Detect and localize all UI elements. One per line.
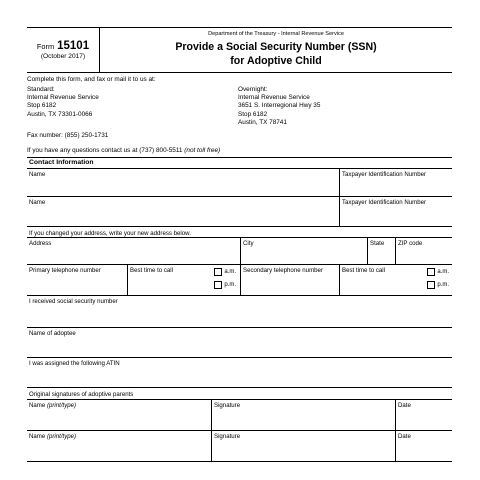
city-field[interactable] <box>240 238 367 264</box>
primary-phone-label: Primary telephone number <box>29 267 101 275</box>
form-identifier <box>27 28 100 72</box>
state-field[interactable] <box>367 238 395 264</box>
signature-field-1[interactable] <box>211 400 395 430</box>
form-revision-date: (October 2017) <box>40 53 86 61</box>
phone-row <box>27 265 452 296</box>
state-label: State <box>370 240 385 248</box>
address-label: Address <box>29 240 52 248</box>
secondary-am-checkbox[interactable] <box>427 268 435 276</box>
help-text: If you have any questions contact us at (737) 800-5511 <box>27 146 185 154</box>
date-label: Date <box>398 433 411 441</box>
name-label: Name <box>29 199 46 207</box>
form-number-line <box>37 39 89 53</box>
contact-heading: Contact Information <box>27 157 452 169</box>
name-row-1 <box>27 169 452 197</box>
secondary-pm-option <box>342 281 449 289</box>
form-word: Form <box>36 41 55 51</box>
am-label: a.m. <box>437 268 449 275</box>
standard-line: Internal Revenue Service <box>27 94 99 102</box>
overnight-line: 3651 S. Interregional Hwy 35 <box>238 102 321 110</box>
atin-field[interactable] <box>27 358 452 388</box>
address-note-text: If you changed your address, write your new address below. <box>29 230 191 238</box>
parent-name-field-2[interactable] <box>27 431 211 461</box>
parent-name-field-1[interactable] <box>27 400 211 430</box>
am-label: a.m. <box>224 268 236 275</box>
fax-number: Fax number: (855) 250-1731 <box>27 131 109 139</box>
signature-row-2 <box>27 431 452 462</box>
secondary-phone-label: Secondary telephone number <box>243 267 323 275</box>
overnight-line: Internal Revenue Service <box>238 94 310 102</box>
address-field[interactable] <box>27 238 240 264</box>
zip-field[interactable] <box>395 238 452 264</box>
form-title-line1: Provide a Social Security Number (SSN) <box>175 40 377 53</box>
help-note: (not toll free) <box>184 146 221 154</box>
overnight-address <box>238 86 320 127</box>
primary-best-time <box>127 265 240 295</box>
name-hint: (print/type) <box>46 402 77 410</box>
pm-label: p.m. <box>437 281 449 288</box>
name-field-2[interactable] <box>27 197 339 226</box>
primary-am-checkbox[interactable] <box>214 268 222 276</box>
form-title-line2: for Adoptive Child <box>230 54 322 67</box>
standard-line: Stop 6182 <box>27 102 57 110</box>
form-number: 15101 <box>57 39 90 52</box>
name-hint: (print/type) <box>46 433 77 441</box>
tin-label: Taxpayer Identification Number <box>342 199 426 207</box>
address-row <box>27 238 452 265</box>
best-time-label: Best time to call <box>342 267 386 275</box>
overnight-label: Overnight: <box>238 86 268 93</box>
form-page <box>27 27 452 462</box>
primary-pm-checkbox[interactable] <box>214 281 222 289</box>
best-time-label: Best time to call <box>130 267 174 275</box>
name-row-2 <box>27 197 452 227</box>
pm-label: p.m. <box>224 281 236 288</box>
signature-row-1 <box>27 400 452 431</box>
adoptee-name-field[interactable] <box>27 328 452 358</box>
tin-field-1[interactable] <box>339 169 452 196</box>
title-area <box>100 28 452 72</box>
address-change-note <box>27 227 452 238</box>
overnight-line: Austin, TX 78741 <box>238 118 287 126</box>
standard-address <box>27 86 238 127</box>
name-label: Name <box>29 402 47 410</box>
secondary-best-time <box>339 265 452 295</box>
mailing-intro: Complete this form, and fax or mail it to us at: <box>27 76 156 83</box>
primary-phone-field[interactable] <box>27 265 127 295</box>
date-label: Date <box>398 402 411 410</box>
signatures-heading-text: Original signatures of adoptive parents <box>29 391 134 399</box>
secondary-phone-field[interactable] <box>240 265 339 295</box>
department-line: Department of the Treasury - Internal Revenue Service <box>208 31 344 37</box>
signature-field-2[interactable] <box>211 431 395 461</box>
primary-pm-option <box>130 281 236 289</box>
adoptee-name-label: Name of adoptee <box>29 330 76 338</box>
name-field-1[interactable] <box>27 169 339 196</box>
standard-label: Standard: <box>27 86 55 93</box>
zip-label: ZIP code <box>398 240 423 248</box>
date-field-1[interactable] <box>395 400 452 430</box>
help-line <box>27 147 452 155</box>
form-header <box>27 27 452 73</box>
signatures-heading <box>27 388 452 400</box>
city-label: City <box>243 240 254 248</box>
atin-label: I was assigned the following ATIN <box>29 360 120 368</box>
standard-line: Austin, TX 73301-0066 <box>27 110 93 118</box>
overnight-line: Stop 6182 <box>238 110 268 118</box>
secondary-pm-checkbox[interactable] <box>427 281 435 289</box>
signature-label: Signature <box>214 402 241 410</box>
signature-label: Signature <box>214 433 241 441</box>
date-field-2[interactable] <box>395 431 452 461</box>
tin-label: Taxpayer Identification Number <box>342 171 426 179</box>
name-label: Name <box>29 433 47 441</box>
name-label: Name <box>29 171 46 179</box>
received-ssn-label: I received social security number <box>29 298 118 306</box>
mailing-addresses <box>27 86 452 127</box>
tin-field-2[interactable] <box>339 197 452 226</box>
received-ssn-field[interactable] <box>27 296 452 328</box>
